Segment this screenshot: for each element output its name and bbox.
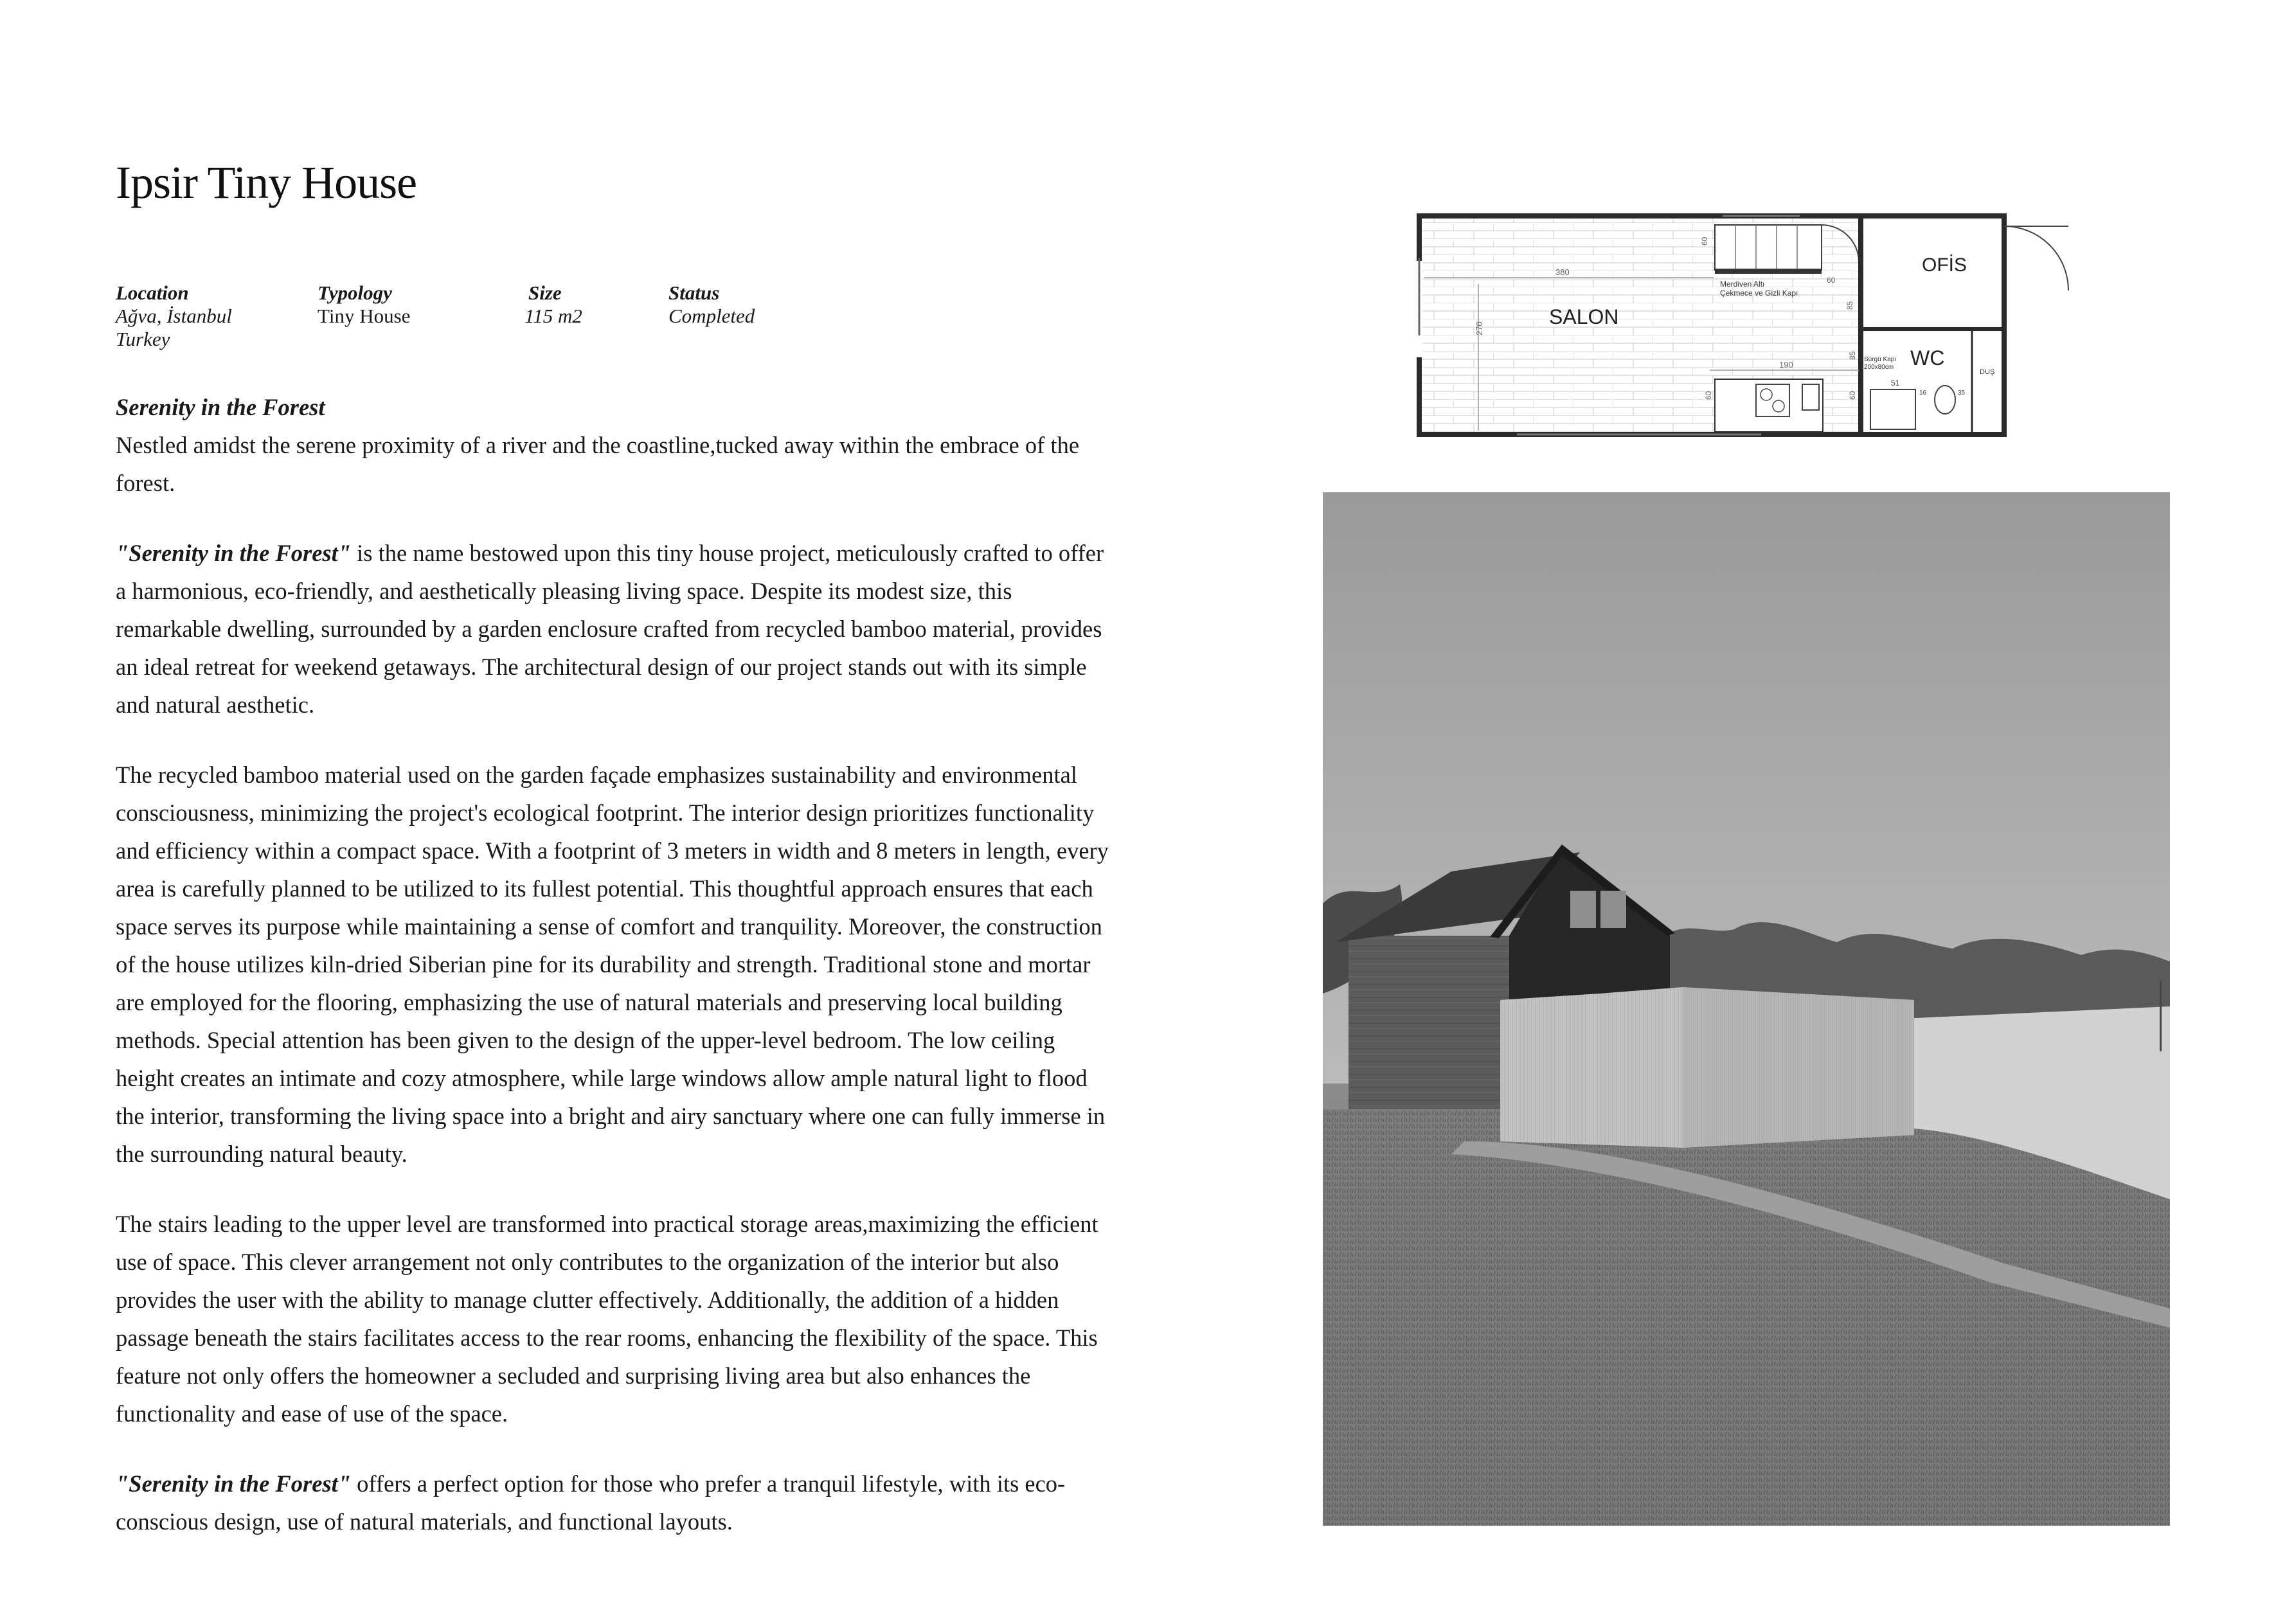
dim-85-b: 85 [1848, 351, 1857, 360]
dim-190: 190 [1779, 360, 1793, 370]
meta-typology [318, 281, 410, 328]
meta-size-value: 115 m2 [524, 305, 582, 327]
room-label-salon: SALON [1549, 305, 1619, 328]
room-label-ofis: OFİS [1922, 254, 1967, 276]
site-photo-drawing [1323, 492, 2170, 1526]
pole [2160, 981, 2162, 1051]
paragraph-2-emphasis: "Serenity in the Forest" [116, 540, 352, 566]
room-label-wc: WC [1910, 346, 1945, 370]
dim-60-c: 60 [1704, 391, 1713, 400]
paragraph-5 [116, 1465, 1118, 1540]
intro-text: Nestled amidst the serene proximity of a river and the coastline,tucked away within the embrace of the forest. [116, 432, 1080, 496]
dim-380: 380 [1555, 267, 1570, 277]
dim-16: 16 [1919, 389, 1927, 397]
intro-paragraph [116, 388, 1118, 502]
dim-60-a: 60 [1827, 276, 1836, 285]
grass [1323, 1109, 2170, 1526]
page-title: Ipsir Tiny House [116, 157, 417, 208]
dim-51: 51 [1891, 379, 1900, 388]
paragraph-5-emphasis: "Serenity in the Forest" [116, 1470, 352, 1497]
stair-block [1715, 225, 1822, 270]
meta-location [116, 281, 232, 351]
note-stair-1: Merdiven Altı [1720, 280, 1765, 289]
dim-35: 35 [1958, 389, 1966, 397]
paragraph-4: The stairs leading to the upper level are transformed into practical storage areas,maximizing the efficient use of space. This clever arrangement not only contributes to the organization of the interior but also provides the user with the ability to manage clutter effectively. Additionally, the addition of a hidden passage beneath the stairs facilitates access to the rear rooms, enhancing the flexibility of the space. This feature not only offers the homeowner a secluded and surprising living area but also enhances the functionality and ease of use of the space. [116, 1211, 1098, 1427]
paragraph-2-text: is the name bestowed upon this tiny house project, meticulously crafted to offer a harmonious, eco-friendly, and aesthetically pleasing living space. Despite its modest size, this remarkable dwelling, surrounded by a garden enclosure crafted from recycled bamboo material, provides an ideal retreat for weekend getaways. The architectural design of our project stands out with its simple and natural aesthetic. [116, 540, 1104, 718]
room-label-dus: DUŞ [1980, 368, 1995, 376]
dim-60-b: 60 [1700, 236, 1709, 245]
stair-landing [1715, 269, 1822, 274]
meta-location-line-1: Ağva, İstanbul [116, 305, 232, 327]
meta-typology-value: Tiny House [318, 305, 411, 327]
meta-status [668, 281, 755, 328]
dim-85-a: 85 [1845, 301, 1854, 310]
kitchen-counter [1715, 379, 1823, 432]
meta-location-line-2: Turkey [116, 328, 170, 350]
note-door-1: Sürgü Kapı [1864, 356, 1897, 363]
meta-typology-label: Typology [318, 281, 392, 304]
meta-status-value: Completed [668, 305, 755, 327]
note-stair-2: Çekmece ve Gizli Kapı [1720, 289, 1798, 298]
meta-size-label: Size [528, 281, 562, 304]
house-window-upper-2 [1600, 891, 1626, 928]
paragraph-2 [116, 534, 1118, 724]
floor-plan [1414, 207, 2089, 445]
section-subtitle: Serenity in the Forest [116, 394, 325, 420]
site-photo [1323, 492, 2170, 1526]
meta-location-label: Location [116, 281, 189, 304]
entry-door-swing [2004, 226, 2068, 290]
note-door-2: 200x80cm [1864, 364, 1894, 371]
house-window-upper-1 [1570, 891, 1596, 928]
washbasin [1870, 389, 1915, 429]
toilet [1935, 386, 1955, 414]
meta-status-label: Status [668, 281, 720, 304]
body-text [116, 388, 1118, 1573]
dim-270: 270 [1474, 321, 1484, 335]
floor-plan-drawing [1414, 207, 2089, 445]
paragraph-3: The recycled bamboo material used on the garden façade emphasizes sustainability and environmental consciousness, minimizing the project's ecological footprint. The interior design prioritizes functionality and efficiency within a compact space. With a footprint of 3 meters in width and 8 meters in length, every area is carefully planned to be utilized to its fullest potential. This thoughtful approach ensures that each space serves its purpose while maintaining a sense of comfort and tranquility. Moreover, the construction of the house utilizes kiln-dried Siberian pine for its durability and strength. Traditional stone and mortar are employed for the flooring, emphasizing the use of natural materials and preserving local building methods. Special attention has been given to the design of the upper-level bedroom. The low ceiling height creates an intimate and cozy atmosphere, while large windows allow ample natural light to flood the interior, transforming the living space into a bright and airy sanctuary where one can fully immerse in the surrounding natural beauty. [116, 762, 1109, 1167]
dim-60-d: 60 [1848, 391, 1857, 400]
meta-size [524, 281, 582, 328]
bamboo-fence-shade [1683, 987, 1914, 1148]
paragraph-5-text: offers a perfect option for those who prefer a tranquil lifestyle, with its eco-conscious design, use of natural materials, and functional layouts. [116, 1470, 1066, 1535]
